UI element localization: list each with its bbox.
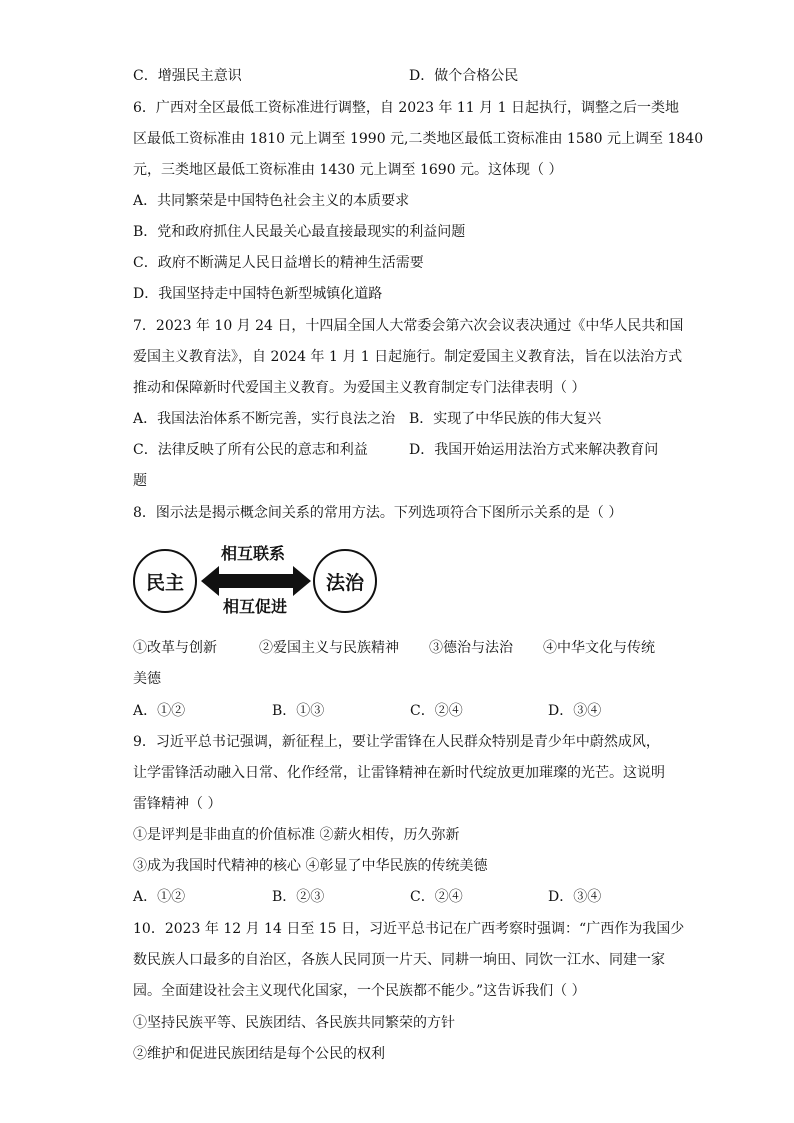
- q6-option-b: B．党和政府抓住人民最关心最直接最现实的利益问题: [133, 224, 466, 240]
- q10-item-1: ①坚持民族平等、民族团结、各民族共同繁荣的方针: [133, 1015, 455, 1031]
- diagram-circle-rule-of-law: [313, 549, 377, 613]
- q9-stem-line-2: 让学雷锋活动融入日常、化作经常，让雷锋精神在新时代绽放更加璀璨的光芒。这说明: [133, 765, 665, 781]
- q6-stem-line-2: 区最低工资标准由 1810 元上调至 1990 元,二类地区最低工资标准由 1580 元上调至 1840: [133, 131, 704, 147]
- q5-option-d: D．做个合格公民: [409, 68, 519, 84]
- q9-option-d: D．③④: [548, 889, 602, 905]
- q9-items-3-4: ③成为我国时代精神的核心 ④彰显了中华民族的传统美德: [133, 858, 488, 874]
- q9-option-b: B．②③: [272, 889, 325, 905]
- q7-stem-line-1: 7．2023 年 10 月 24 日，十四届全国人大常委会第六次会议表决通过《中华人民共和国: [133, 318, 684, 334]
- diagram-label-democracy: 民主: [145, 571, 184, 594]
- q7-stem-line-2: 爱国主义教育法》，自 2024 年 1 月 1 日起施行。制定爱国主义教育法，旨在以法治方式: [133, 349, 683, 365]
- q9-stem-line-3: 雷锋精神（ ）: [133, 796, 222, 812]
- diagram-label-rule-of-law: 法治: [325, 571, 364, 594]
- q8-option-b: B．①③: [272, 703, 325, 719]
- q8-item-4-wrap: 美德: [133, 671, 161, 687]
- q10-stem-line-2: 数民族人口最多的自治区，各族人民同顶一片天、同耕一垧田、同饮一江水、同建一家: [133, 952, 665, 968]
- q7-option-b: B．实现了中华民族的伟大复兴: [409, 411, 602, 427]
- q8-option-d: D．③④: [548, 703, 602, 719]
- q5-option-c: C．增强民主意识: [133, 68, 242, 84]
- q9-option-c: C．②④: [410, 889, 463, 905]
- q8-option-a: A．①②: [133, 703, 186, 719]
- q9-option-a: A．①②: [133, 889, 186, 905]
- q6-stem-line-3: 元，三类地区最低工资标准由 1430 元上调至 1690 元。这体现（ ）: [133, 162, 563, 178]
- q8-item-1: ①改革与创新: [133, 640, 217, 656]
- q8-item-3: ③德治与法治: [429, 640, 513, 656]
- double-arrow-icon: [201, 566, 311, 596]
- q6-option-c: C．政府不断满足人民日益增长的精神生活需要: [133, 255, 424, 271]
- q7-option-c: C．法律反映了所有公民的意志和利益: [133, 442, 368, 458]
- q8-item-2: ②爱国主义与民族精神: [259, 640, 399, 656]
- q6-stem-line-1: 6．广西对全区最低工资标准进行调整，自 2023 年 11 月 1 日起执行，调整之后一类地: [133, 100, 679, 116]
- q6-option-d: D．我国坚持走中国特色新型城镇化道路: [133, 286, 383, 302]
- q7-option-a: A．我国法治体系不断完善，实行良法之治: [133, 411, 396, 427]
- q6-option-a: A．共同繁荣是中国特色社会主义的本质要求: [133, 193, 410, 209]
- q9-items-1-2: ①是评判是非曲直的价值标准 ②薪火相传，历久弥新: [133, 827, 460, 843]
- q10-item-2: ②维护和促进民族团结是每个公民的权利: [133, 1046, 385, 1062]
- q8-option-c: C．②④: [410, 703, 463, 719]
- q8-item-4: ④中华文化与传统: [543, 640, 655, 656]
- q10-stem-line-3: 园。全面建设社会主义现代化国家，一个民族都不能少。”这告诉我们（ ）: [133, 983, 586, 999]
- q9-stem-line-1: 9．习近平总书记强调，新征程上，要让学雷锋在人民群众特别是青少年中蔚然成风，: [133, 734, 660, 750]
- concept-diagram: [133, 540, 383, 622]
- q7-option-d-wrap: 题: [133, 473, 147, 489]
- q8-stem: 8．图示法是揭示概念间关系的常用方法。下列选项符合下图所示关系的是（ ）: [133, 505, 623, 521]
- diagram-label-mutual-promotion: 相互促进: [223, 597, 288, 616]
- q10-stem-line-1: 10．2023 年 12 月 14 日至 15 日，习近平总书记在广西考察时强调：“广西作为我国少: [133, 921, 685, 937]
- diagram-circle-democracy: [133, 549, 197, 613]
- q7-option-d: D．我国开始运用法治方式来解决教育问: [409, 442, 659, 458]
- q7-stem-line-3: 推动和保障新时代爱国主义教育。为爱国主义教育制定专门法律表明（ ）: [133, 380, 586, 396]
- diagram-label-mutual-connection: 相互联系: [221, 544, 286, 563]
